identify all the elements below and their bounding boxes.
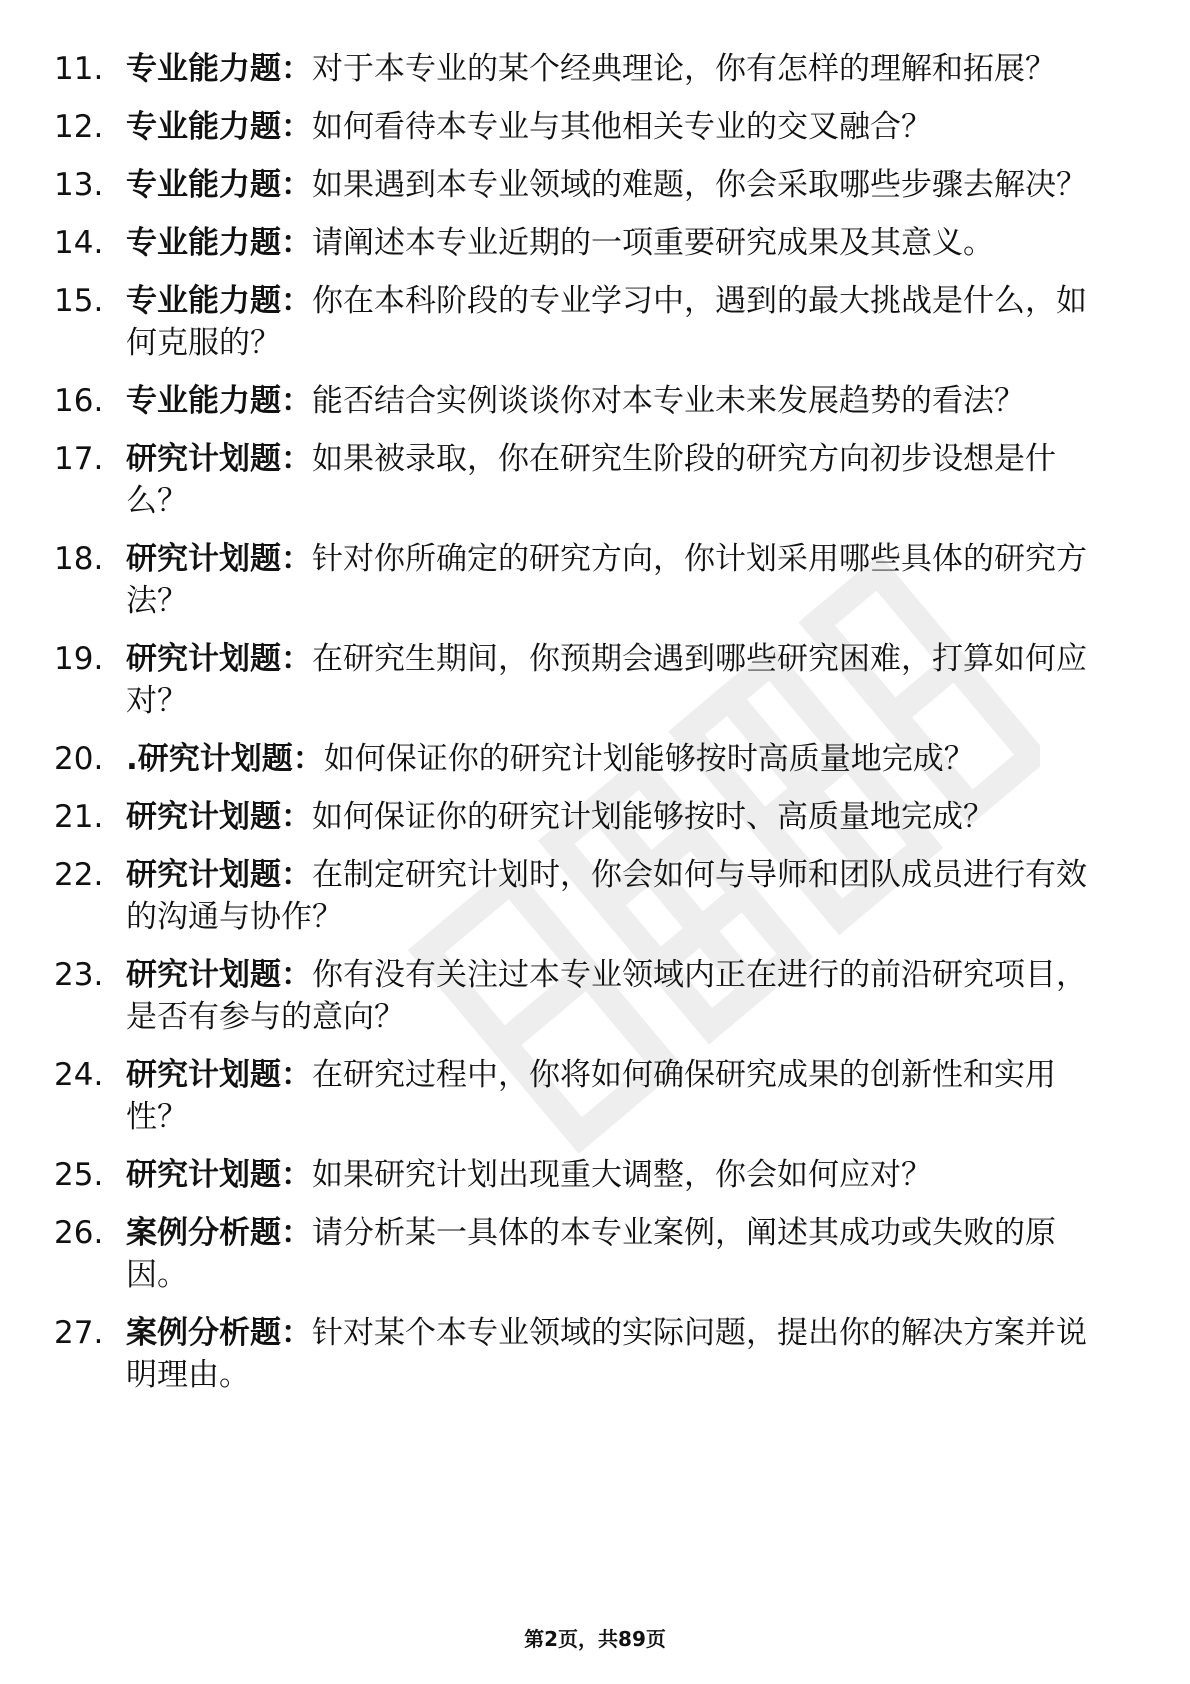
question-number: 19. — [54, 641, 104, 677]
question-item — [54, 1212, 1114, 1296]
question-number: 26. — [54, 1215, 104, 1251]
question-body — [126, 1212, 1114, 1296]
question-number: 17. — [54, 441, 104, 477]
question-text: 在研究生期间，你预期会遇到哪些研究困难，打算如何应对？ — [126, 641, 1087, 719]
question-body — [126, 1154, 1114, 1196]
question-item — [54, 106, 1114, 148]
question-item — [54, 954, 1114, 1038]
question-text: 如何保证你的研究计划能够按时高质量地完成？ — [323, 741, 975, 777]
question-item — [54, 638, 1114, 722]
question-number: 22. — [54, 857, 104, 893]
question-category: 案例分析题： — [126, 1215, 312, 1251]
question-text: 对于本专业的某个经典理论，你有怎样的理解和拓展？ — [312, 51, 1056, 87]
question-body — [126, 796, 1114, 838]
question-item — [54, 738, 1114, 780]
question-text: 你有没有关注过本专业领域内正在进行的前沿研究项目，是否有参与的意向？ — [126, 957, 1087, 1035]
question-category: 研究计划题： — [126, 957, 312, 993]
question-text: 针对你所确定的研究方向，你计划采用哪些具体的研究方法？ — [126, 541, 1087, 619]
question-text: 如果研究计划出现重大调整，你会如何应对？ — [312, 1157, 932, 1193]
question-category: 研究计划题： — [126, 799, 312, 835]
question-body — [126, 954, 1114, 1038]
question-item — [54, 1154, 1114, 1196]
question-category: 专业能力题： — [126, 51, 312, 87]
question-body — [126, 48, 1114, 90]
question-text: 在研究过程中，你将如何确保研究成果的创新性和实用性？ — [126, 1057, 1056, 1135]
question-item — [54, 1054, 1114, 1138]
question-number: 25. — [54, 1157, 104, 1193]
question-category: 研究计划题： — [126, 857, 312, 893]
question-category: 研究计划题： — [126, 541, 312, 577]
question-category: 研究计划题： — [126, 441, 312, 477]
question-item — [54, 222, 1114, 264]
question-text: 你在本科阶段的专业学习中，遇到的最大挑战是什么，如何克服的？ — [126, 283, 1087, 361]
question-body — [126, 380, 1114, 422]
question-body — [126, 106, 1114, 148]
question-number: 20. — [54, 741, 104, 777]
question-item — [54, 854, 1114, 938]
question-item — [54, 280, 1114, 364]
question-category: 案例分析题： — [126, 1315, 312, 1351]
question-number: 23. — [54, 957, 104, 993]
question-item — [54, 164, 1114, 206]
question-text: 请分析某一具体的本专业案例，阐述其成功或失败的原因。 — [126, 1215, 1056, 1293]
question-number: 21. — [54, 799, 104, 835]
question-category: 专业能力题： — [126, 109, 312, 145]
question-number: 14. — [54, 225, 104, 261]
question-text: 如果遇到本专业领域的难题，你会采取哪些步骤去解决？ — [312, 167, 1087, 203]
question-body — [126, 854, 1114, 938]
question-text: 如果被录取，你在研究生阶段的研究方向初步设想是什么？ — [126, 441, 1056, 519]
question-number: 13. — [54, 167, 104, 203]
question-body — [126, 1054, 1114, 1138]
question-item — [54, 1312, 1114, 1396]
question-text: 如何保证你的研究计划能够按时、高质量地完成？ — [312, 799, 994, 835]
question-category: .研究计划题： — [126, 741, 324, 777]
question-number: 12. — [54, 109, 104, 145]
question-number: 16. — [54, 383, 104, 419]
question-body — [126, 222, 1114, 264]
question-number: 18. — [54, 541, 104, 577]
question-category: 研究计划题： — [126, 1157, 312, 1193]
question-item — [54, 796, 1114, 838]
question-body — [126, 438, 1114, 522]
question-body — [126, 538, 1114, 622]
question-text: 能否结合实例谈谈你对本专业未来发展趋势的看法？ — [312, 383, 1025, 419]
question-number: 27. — [54, 1315, 104, 1351]
question-category: 专业能力题： — [126, 383, 312, 419]
question-category: 专业能力题： — [126, 225, 312, 261]
question-text: 请阐述本专业近期的一项重要研究成果及其意义。 — [312, 225, 994, 261]
question-text: 针对某个本专业领域的实际问题，提出你的解决方案并说明理由。 — [126, 1315, 1087, 1393]
question-number: 15. — [54, 283, 104, 319]
question-body — [126, 1312, 1114, 1396]
question-item — [54, 438, 1114, 522]
question-body — [126, 164, 1114, 206]
question-category: 研究计划题： — [126, 1057, 312, 1093]
page-footer: 第2页，共89页 — [524, 1627, 666, 1651]
question-item — [54, 380, 1114, 422]
question-item — [54, 538, 1114, 622]
question-text: 在制定研究计划时，你会如何与导师和团队成员进行有效的沟通与协作？ — [126, 857, 1087, 935]
question-category: 研究计划题： — [126, 641, 312, 677]
question-body — [126, 280, 1114, 364]
question-category: 专业能力题： — [126, 167, 312, 203]
question-number: 11. — [54, 51, 104, 87]
question-text: 如何看待本专业与其他相关专业的交叉融合？ — [312, 109, 932, 145]
question-list — [54, 48, 1114, 1412]
question-item — [54, 48, 1114, 90]
question-body — [126, 638, 1114, 722]
question-body — [126, 738, 1114, 780]
question-number: 24. — [54, 1057, 104, 1093]
question-category: 专业能力题： — [126, 283, 312, 319]
